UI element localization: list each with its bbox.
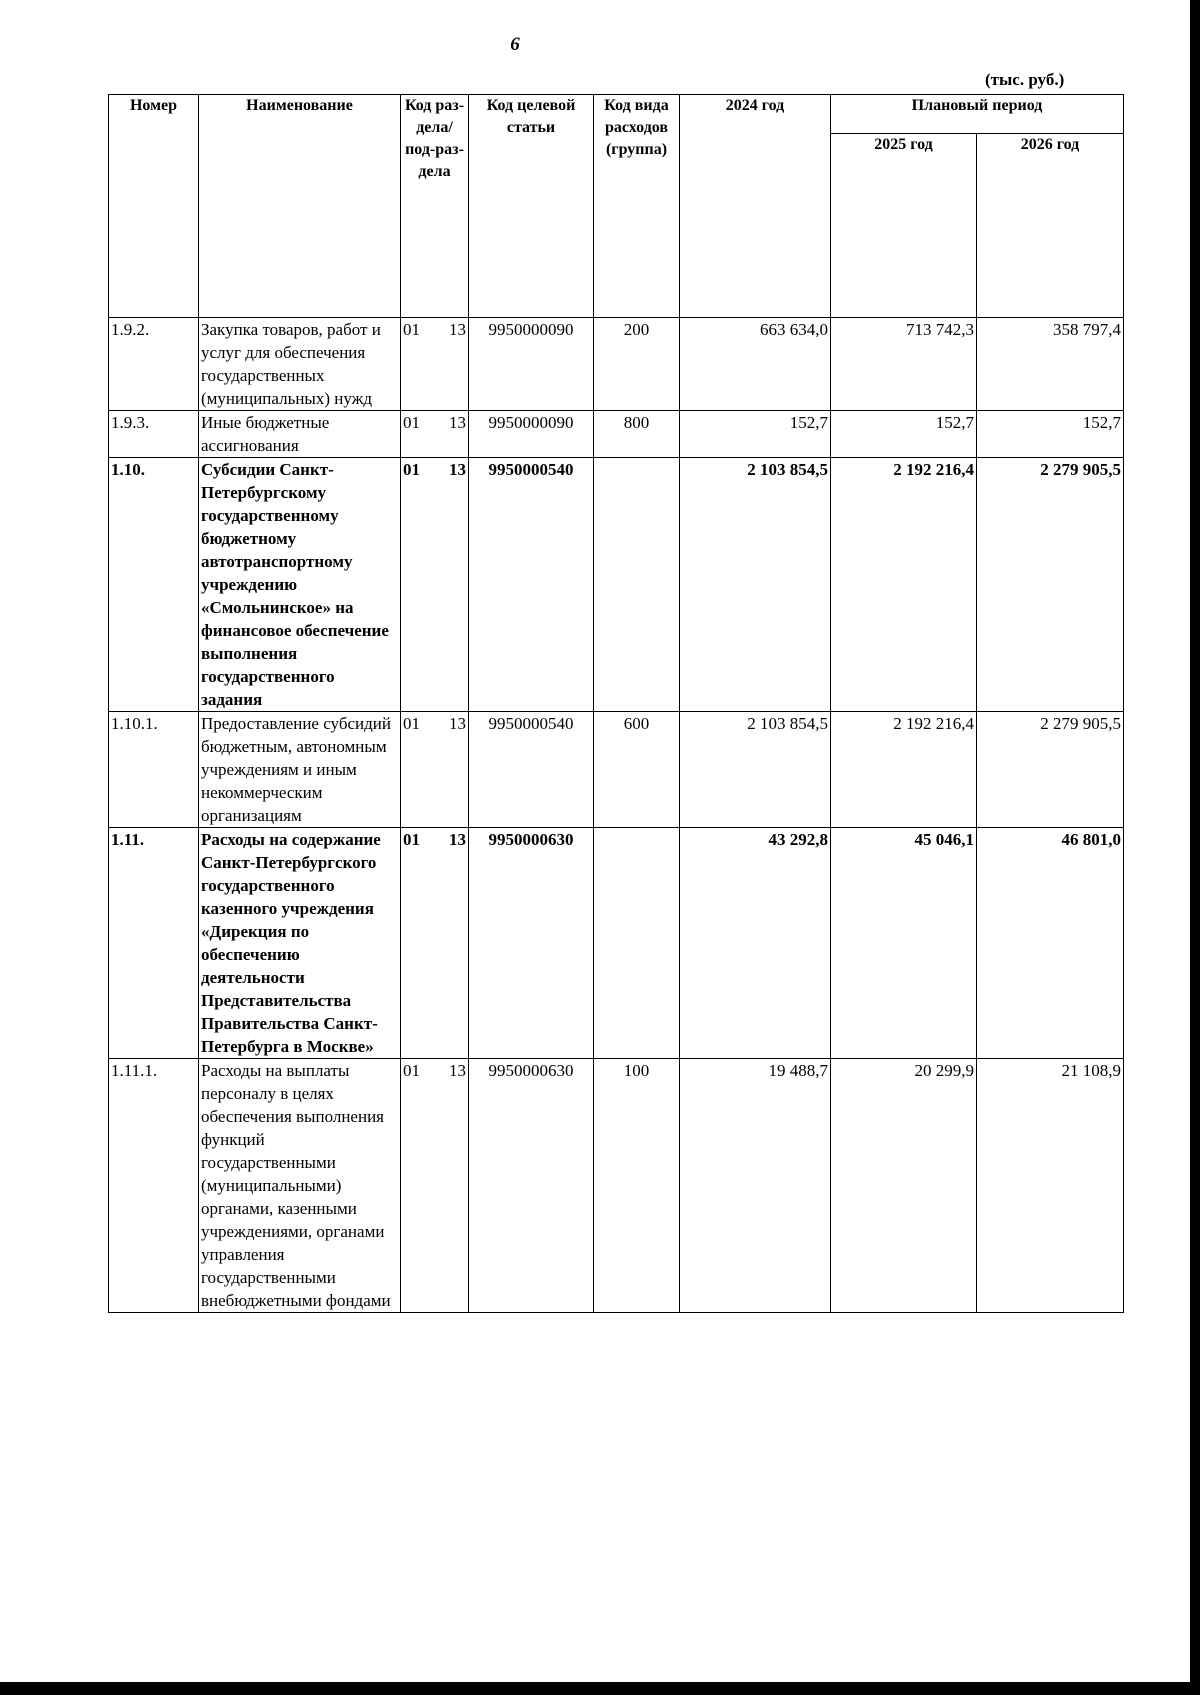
header-2026: 2026 год: [977, 134, 1124, 318]
row-name: Иные бюджетные ассигнования: [199, 411, 401, 458]
row-razdel: [401, 1059, 469, 1313]
row-razdel: [401, 411, 469, 458]
row-name: Расходы на содержание Санкт-Петербургского государственного казенного учреждения «Дирекция по обеспечению деятельности Представительства Правительства Санкт-Петербурга в Москве»: [199, 828, 401, 1059]
row-razdel-subsection: 13: [449, 413, 466, 432]
row-target-code: 9950000540: [469, 712, 594, 828]
table-row: [109, 318, 1124, 411]
scan-edge-bottom: [0, 1682, 1200, 1695]
row-name: Закупка товаров, работ и услуг для обеспечения государственных (муниципальных) нужд: [199, 318, 401, 411]
table-row: [109, 712, 1124, 828]
table-row: [109, 828, 1124, 1059]
row-amount-2026: 2 279 905,5: [977, 712, 1124, 828]
row-amount-2025: 713 742,3: [831, 318, 977, 411]
row-name: Предоставление субсидий бюджетным, автономным учреждениям и иным некоммерческим организациям: [199, 712, 401, 828]
row-razdel: [401, 828, 469, 1059]
row-razdel-section: 01: [403, 460, 420, 479]
row-expense-type: 800: [594, 411, 680, 458]
row-amount-2024: 43 292,8: [680, 828, 831, 1059]
row-amount-2025: 152,7: [831, 411, 977, 458]
table-row: [109, 411, 1124, 458]
row-amount-2024: 2 103 854,5: [680, 712, 831, 828]
row-razdel-subsection: 13: [449, 714, 466, 733]
row-amount-2026: 152,7: [977, 411, 1124, 458]
row-amount-2026: 21 108,9: [977, 1059, 1124, 1313]
budget-table: [108, 94, 1124, 1313]
row-number: 1.10.1.: [109, 712, 199, 828]
row-amount-2026: 2 279 905,5: [977, 458, 1124, 712]
scan-edge-right: [1190, 0, 1200, 1695]
table-row: [109, 1059, 1124, 1313]
row-name: Субсидии Санкт-Петербургскому государственному бюджетному автотранспортному учреждению «Смольнинское» на финансовое обеспечение выполнения государственного задания: [199, 458, 401, 712]
row-razdel-section: 01: [403, 320, 420, 339]
row-target-code: 9950000090: [469, 411, 594, 458]
row-name: Расходы на выплаты персоналу в целях обеспечения выполнения функций государственными (муниципальными) органами, казенными учреждениями, органами управления государственными внебюджетными фондами: [199, 1059, 401, 1313]
units-label: (тыс. руб.): [985, 70, 1065, 89]
row-amount-2025: 2 192 216,4: [831, 458, 977, 712]
page-number: 6: [510, 34, 520, 55]
row-razdel-section: 01: [403, 1061, 420, 1080]
row-amount-2025: 20 299,9: [831, 1059, 977, 1313]
row-razdel-section: 01: [403, 830, 420, 849]
row-razdel-subsection: 13: [449, 460, 466, 479]
row-number: 1.10.: [109, 458, 199, 712]
header-number: Номер: [109, 95, 199, 318]
row-target-code: 9950000090: [469, 318, 594, 411]
row-amount-2024: 19 488,7: [680, 1059, 831, 1313]
row-number: 1.9.3.: [109, 411, 199, 458]
header-planned-period: Плановый период: [831, 95, 1124, 134]
header-2025: 2025 год: [831, 134, 977, 318]
table-body: [109, 318, 1124, 1313]
header-target: Код целевой статьи: [469, 95, 594, 318]
row-razdel-subsection: 13: [449, 1061, 466, 1080]
row-expense-type: [594, 458, 680, 712]
header-vid: Код вида расходов (группа): [594, 95, 680, 318]
header-razdel: Код раз-дела/ под-раз-дела: [401, 95, 469, 318]
row-number: 1.11.: [109, 828, 199, 1059]
row-razdel: [401, 712, 469, 828]
row-amount-2026: 46 801,0: [977, 828, 1124, 1059]
row-target-code: 9950000630: [469, 1059, 594, 1313]
row-amount-2025: 45 046,1: [831, 828, 977, 1059]
row-amount-2025: 2 192 216,4: [831, 712, 977, 828]
row-number: 1.9.2.: [109, 318, 199, 411]
row-expense-type: 200: [594, 318, 680, 411]
row-razdel-section: 01: [403, 413, 420, 432]
row-amount-2024: 2 103 854,5: [680, 458, 831, 712]
row-target-code: 9950000540: [469, 458, 594, 712]
row-amount-2026: 358 797,4: [977, 318, 1124, 411]
row-amount-2024: 663 634,0: [680, 318, 831, 411]
header-name: Наименование: [199, 95, 401, 318]
row-razdel: [401, 458, 469, 712]
row-razdel: [401, 318, 469, 411]
row-expense-type: 600: [594, 712, 680, 828]
row-number: 1.11.1.: [109, 1059, 199, 1313]
row-target-code: 9950000630: [469, 828, 594, 1059]
row-razdel-subsection: 13: [449, 830, 466, 849]
table-row: [109, 458, 1124, 712]
row-expense-type: 100: [594, 1059, 680, 1313]
header-2024: 2024 год: [680, 95, 831, 318]
row-expense-type: [594, 828, 680, 1059]
row-razdel-section: 01: [403, 714, 420, 733]
row-razdel-subsection: 13: [449, 320, 466, 339]
table-header: [109, 95, 1124, 318]
row-amount-2024: 152,7: [680, 411, 831, 458]
